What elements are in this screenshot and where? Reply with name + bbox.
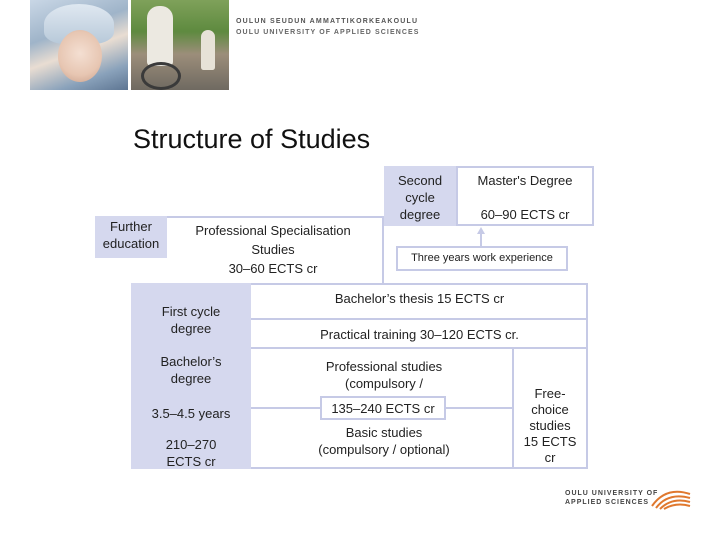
footer-logo-line1: OULU UNIVERSITY OF [565, 490, 659, 497]
photo-face [58, 30, 102, 82]
free-choice-label: Free- choice studies 15 ECTS cr [523, 386, 577, 465]
professional-studies-label: Professional studies (compulsory / [325, 359, 443, 391]
logo-swoosh-icon [650, 484, 692, 510]
further-education-label: Further education [102, 219, 160, 251]
photo-person-1 [147, 6, 173, 66]
work-experience-label: Three years work experience [411, 252, 553, 264]
duration-label: 3.5–4.5 years [151, 406, 231, 421]
connector-right [446, 407, 512, 409]
specialisation-label: Professional Specialisation Studies 30–60 ECTS cr [195, 223, 351, 276]
slide-title: Structure of Studies [133, 124, 371, 154]
photo-person-2 [201, 30, 215, 70]
thesis-label: Bachelor’s thesis 15 ECTS cr [334, 291, 505, 306]
connector-left [251, 407, 320, 409]
bachelors-degree-label: Bachelor’s degree [160, 354, 222, 386]
arrow-up-icon [476, 226, 486, 246]
basic-studies-label: Basic studies (compulsory / optional) [318, 425, 450, 457]
practical-training-label: Practical training 30–120 ECTS cr. [320, 327, 519, 342]
header-photo-students [131, 0, 229, 90]
university-name-en: OULU UNIVERSITY OF APPLIED SCIENCES [236, 29, 420, 36]
university-name-fi: OULUN SEUDUN AMMATTIKORKEAKOULU [236, 18, 419, 25]
total-credits-label: 210–270 ECTS cr [165, 437, 217, 469]
photo-bicycle [141, 62, 181, 90]
masters-degree-label: Master's Degree [477, 173, 573, 188]
masters-credits-label: 60–90 ECTS cr [480, 207, 570, 222]
footer-university-logo [565, 490, 658, 506]
footer-logo-line2: APPLIED SCIENCES [565, 499, 650, 506]
core-credits-label: 135–240 ECTS cr [331, 401, 435, 416]
header-photo-woman [30, 0, 128, 90]
second-cycle-label: Second cycle degree [397, 173, 443, 222]
first-cycle-label: First cycle degree [161, 304, 221, 336]
